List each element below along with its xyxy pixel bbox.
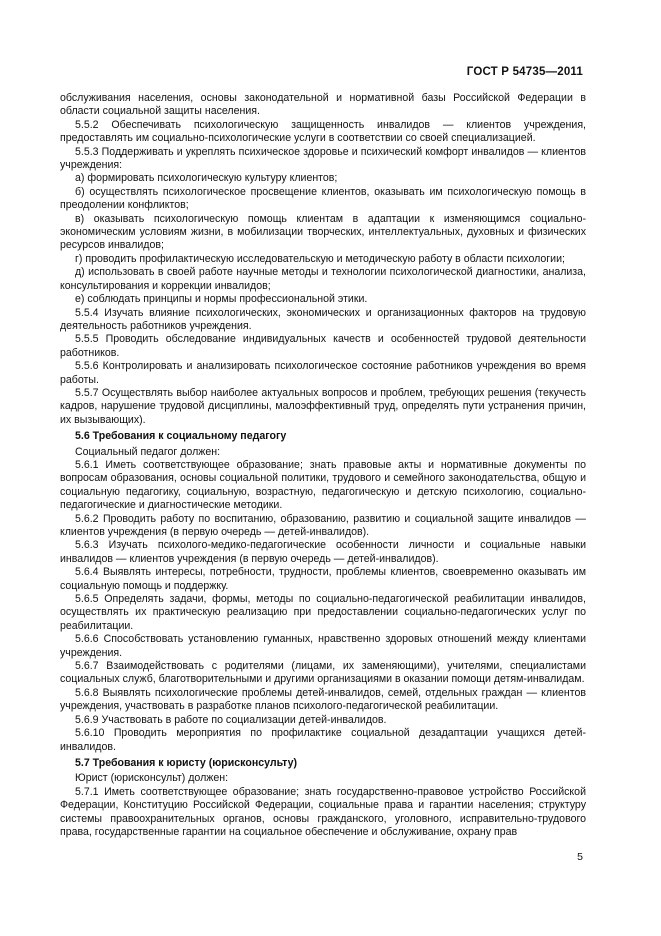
paragraph-5-5-6: 5.5.6 Контролировать и анализировать психологическое состояние работников учреждения во время работы. bbox=[60, 360, 586, 386]
section-heading-5-7: 5.7 Требования к юристу (юрисконсульту) bbox=[75, 756, 298, 769]
paragraph-5-6-1: 5.6.1 Иметь соответствующее образование; знать правовые акты и нормативные документы по вопросам образования, основы социальной политики, трудового и семейного законодательства, общую и социальную педагогику, социальную, возрастную, педагогическую и детскую психологию, социально-педагогические и диагностические методики. bbox=[60, 458, 586, 512]
paragraph-intro-5-6: Социальный педагог должен: bbox=[75, 445, 221, 458]
list-item-v: в) оказывать психологическую помощь клиентам в адаптации к изменяющимся социально-экономическим условиям жизни, в мобилизации творческих, интеллектуальных, духовных и физических ресурсов инвалидов; bbox=[60, 212, 586, 252]
paragraph-5-7-1: 5.7.1 Иметь соответствующее образование; знать государственно-правовое устройство Российской Федерации, Конституцию Российской Федерации, социальные права и гарантии населения; структуру системы правоохранительных органов, основы гражданского, уголовного, исправительно-трудового права, государственные гарантии на социальное обеспечение и обслуживание, охрану прав bbox=[60, 785, 586, 838]
document-code-header: ГОСТ Р 54735—2011 bbox=[466, 66, 583, 78]
paragraph-5-6-8: 5.6.8 Выявлять психологические проблемы детей-инвалидов, семей, отдельных граждан — клиентов учреждения, участвовать в разработке планов психолого-педагогической реабилитации. bbox=[60, 686, 586, 713]
list-item-e: е) соблюдать принципы и нормы профессиональной этики. bbox=[75, 293, 368, 306]
paragraph-5-6-9: 5.6.9 Участвовать в работе по социализации детей-инвалидов. bbox=[75, 713, 387, 726]
paragraph-5-5-4: 5.5.4 Изучать влияние психологических, экономических и организационных факторов на трудовую деятельность работников учреждения. bbox=[60, 306, 586, 332]
paragraph-5-6-7: 5.6.7 Взаимодействовать с родителями (лицами, их заменяющими), учителями, специалистами социальных служб, благотворительными и другими организациями в оказании помощи детям-инвалидам. bbox=[60, 660, 586, 686]
list-item-d: д) использовать в своей работе научные методы и технологии психологической диагностики, анализа, консультирования и коррекции инвалидов; bbox=[60, 266, 586, 292]
paragraph: обслуживания населения, основы законодательной и нормативной базы Российской Федерации в области социальной защиты населения. bbox=[60, 92, 586, 118]
paragraph-5-6-2: 5.6.2 Проводить работу по воспитанию, образованию, развитию и социальной защите инвалидов — клиентов учреждения (в первую очередь — детей-инвалидов). bbox=[60, 512, 586, 538]
paragraph-5-5-2: 5.5.2 Обеспечивать психологическую защищенность инвалидов — клиентов учреждения, предоставлять им социально-психологические услуги в соответствии со своей специализацией. bbox=[60, 118, 586, 145]
section-heading-5-6: 5.6 Требования к социальному педагогу bbox=[75, 430, 287, 443]
paragraph-intro-5-7: Юрист (юрисконсульт) должен: bbox=[75, 772, 229, 785]
page-number: 5 bbox=[577, 851, 583, 863]
paragraph-5-6-3: 5.6.3 Изучать психолого-медико-педагогические особенности личности и социальные навыки инвалидов — клиентов учреждения (в первую очередь — детей-инвалидов). bbox=[60, 539, 586, 565]
list-item-b: б) осуществлять психологическое просвещение клиентов, оказывать им психологическую помощь в преодолении конфликтов; bbox=[60, 185, 586, 212]
list-item-a: а) формировать психологическую культуру клиентов; bbox=[75, 172, 338, 185]
paragraph-5-6-5: 5.6.5 Определять задачи, формы, методы по социально-педагогической реабилитации инвалидов, осуществлять их практическую реализацию при предоставлении социально-педагогических услуг по реабилитации. bbox=[60, 593, 586, 632]
paragraph-5-5-5: 5.5.5 Проводить обследование индивидуальных качеств и особенностей трудовой деятельности работников. bbox=[60, 333, 586, 359]
paragraph-5-5-3: 5.5.3 Поддерживать и укреплять психическое здоровье и психический комфорт инвалидов — клиентов учреждения: bbox=[60, 145, 586, 172]
list-item-g: г) проводить профилактическую исследовательскую и методическую работу в области психологии; bbox=[75, 252, 565, 265]
paragraph-5-5-7: 5.5.7 Осуществлять выбор наиболее актуальных вопросов и проблем, требующих решения (текучесть кадров, нарушение трудовой дисциплины, малоэффективный труд, определять пути устранения причин, их вызывающих). bbox=[60, 386, 586, 426]
paragraph-5-6-4: 5.6.4 Выявлять интересы, потребности, трудности, проблемы клиентов, своевременно оказывать им социальную помощь и поддержку. bbox=[60, 566, 586, 592]
paragraph-5-6-6: 5.6.6 Способствовать установлению гуманных, нравственно здоровых отношений между клиентами учреждения. bbox=[60, 633, 586, 659]
document-body bbox=[60, 92, 586, 839]
paragraph-5-6-10: 5.6.10 Проводить мероприятия по профилактике социальной дезадаптации учащихся детей-инвалидов. bbox=[60, 727, 586, 753]
